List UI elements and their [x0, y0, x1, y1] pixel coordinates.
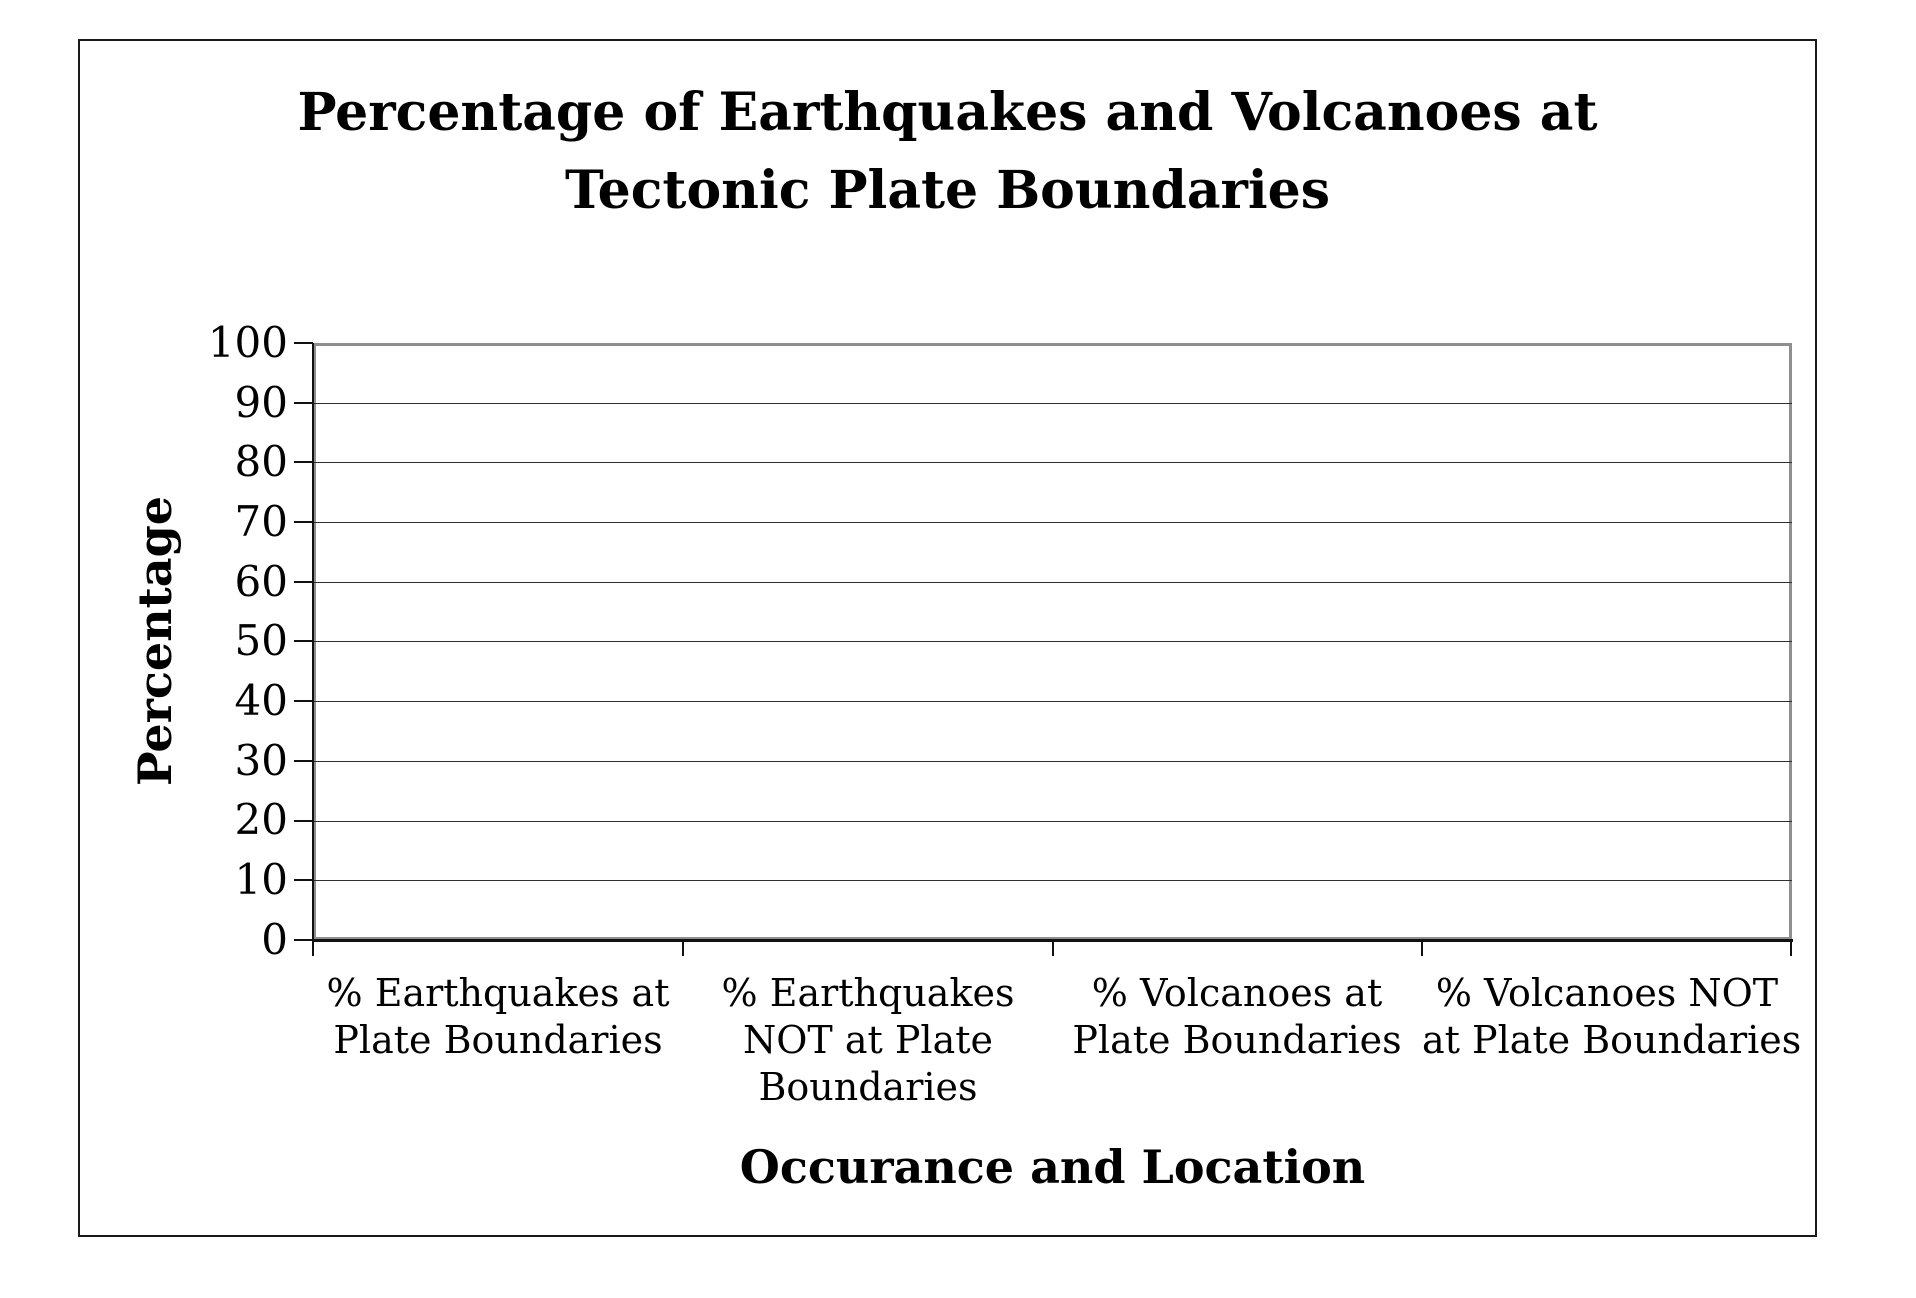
category-label-line: % Volcanoes NOT — [1435, 971, 1779, 1015]
y-tick-label-10: 10 — [234, 855, 288, 904]
y-tick-label-50: 50 — [234, 616, 288, 665]
y-tick-label-100: 100 — [207, 318, 288, 367]
x-tick-mark-5 — [1790, 942, 1792, 956]
category-label-earthquakes-at — [313, 970, 683, 1064]
category-label-earthquakes-not-at — [683, 970, 1053, 1111]
x-tick-mark-2 — [682, 942, 684, 956]
chart-title — [78, 74, 1817, 230]
category-label-line: Plate Boundaries — [1072, 1018, 1402, 1062]
y-tick-label-60: 60 — [234, 557, 288, 606]
gridline-80 — [313, 462, 1792, 463]
gridline-40 — [313, 701, 1792, 702]
gridline-70 — [313, 522, 1792, 523]
category-label-volcanoes-not-at — [1422, 970, 1802, 1064]
chart-title-line-2: Tectonic Plate Boundaries — [564, 160, 1331, 221]
y-tick-mark-40 — [294, 700, 313, 702]
category-label-line: % Volcanoes at — [1091, 971, 1383, 1015]
y-axis-line — [312, 343, 314, 942]
category-label-line: % Earthquakes at — [326, 971, 670, 1015]
category-label-line: at Plate Boundaries — [1422, 1018, 1802, 1062]
y-tick-label-40: 40 — [234, 676, 288, 725]
category-label-line: NOT at Plate — [743, 1018, 993, 1062]
gridline-50 — [313, 641, 1792, 642]
y-tick-mark-50 — [294, 640, 313, 642]
gridline-20 — [313, 821, 1792, 822]
y-tick-label-30: 30 — [234, 736, 288, 785]
y-tick-mark-80 — [294, 461, 313, 463]
x-axis-title: Occurance and Location — [739, 1140, 1366, 1194]
y-tick-mark-10 — [294, 879, 313, 881]
y-tick-label-80: 80 — [234, 437, 288, 486]
gridline-90 — [313, 403, 1792, 404]
y-tick-mark-20 — [294, 820, 313, 822]
gridline-30 — [313, 761, 1792, 762]
y-tick-label-20: 20 — [234, 795, 288, 844]
y-axis-title: Percentage — [128, 495, 182, 787]
x-tick-mark-4 — [1421, 942, 1423, 956]
y-tick-mark-100 — [294, 342, 313, 344]
y-tick-label-70: 70 — [234, 497, 288, 546]
y-tick-mark-0 — [294, 939, 313, 941]
category-label-line: Boundaries — [758, 1065, 978, 1109]
category-label-line: Plate Boundaries — [333, 1018, 663, 1062]
y-tick-mark-70 — [294, 521, 313, 523]
gridline-60 — [313, 582, 1792, 583]
y-tick-mark-30 — [294, 760, 313, 762]
category-label-volcanoes-at — [1052, 970, 1422, 1064]
x-tick-mark-3 — [1052, 942, 1054, 956]
category-label-line: % Earthquakes — [721, 971, 1015, 1015]
y-tick-mark-60 — [294, 581, 313, 583]
gridline-10 — [313, 880, 1792, 881]
y-tick-mark-90 — [294, 402, 313, 404]
chart-title-line-1: Percentage of Earthquakes and Volcanoes at — [297, 82, 1598, 143]
y-tick-label-0: 0 — [261, 915, 288, 964]
y-tick-label-90: 90 — [234, 378, 288, 427]
x-tick-mark-1 — [312, 942, 314, 956]
